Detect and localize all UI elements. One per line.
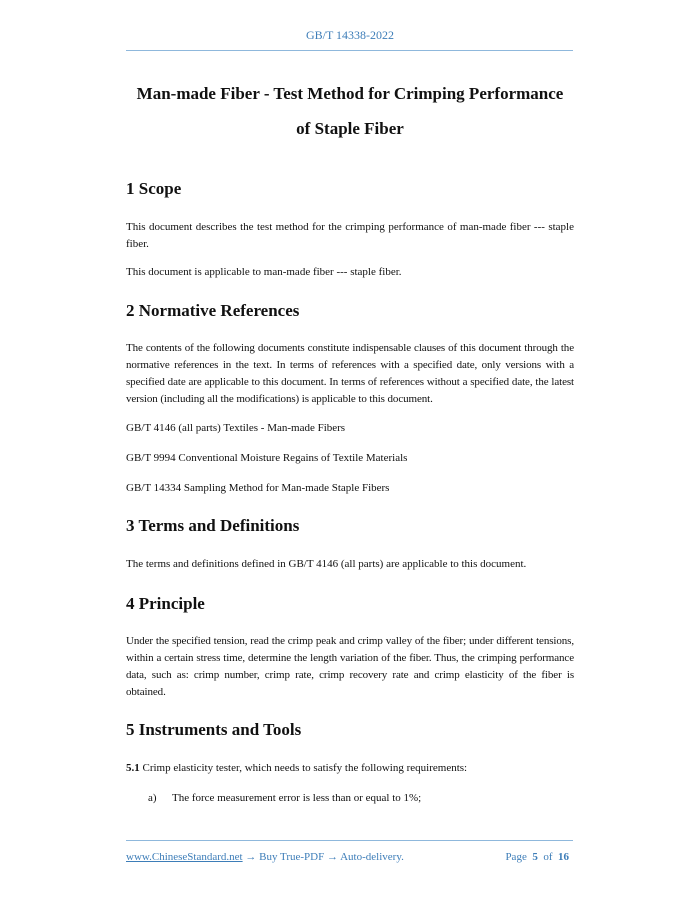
list-item-text: The force measurement error is less than or equal to 1%; [172, 792, 422, 804]
terms-paragraph: The terms and definitions defined in GB/T 4146 (all parts) are applicable to this document. [126, 558, 527, 570]
footer-promo-text: → Buy True-PDF → Auto-delivery. [242, 851, 404, 863]
total-page-count: 16 [558, 851, 569, 863]
requirement-list-item [148, 790, 574, 807]
normative-paragraph: The contents of the following documents constitute indispensable clauses of this document through the normative references in the text. In terms of references with a specified date, only versions with a specified date are applicable to this document. In terms of references without a specified date, the latest version (including all the modifications) is applicable to this document. [126, 342, 574, 405]
document-title-line2: of Staple Fiber [296, 119, 404, 138]
section-heading-principle: 4 Principle [126, 594, 205, 613]
page-label: Page [505, 851, 527, 863]
clause-5-1 [126, 760, 574, 777]
section-heading-normative-references: 2 Normative References [126, 301, 300, 320]
page-indicator [505, 849, 569, 865]
header-standard-code: GB/T 14338-2022 [305, 28, 395, 42]
list-marker: a) [148, 792, 157, 804]
footer-website-link[interactable]: www.ChineseStandard.net [126, 851, 243, 863]
header-divider [126, 50, 573, 51]
section-heading-terms-definitions: 3 Terms and Definitions [126, 516, 300, 535]
page-footer [126, 849, 573, 865]
clause-number: 5.1 [126, 762, 140, 774]
section-heading-instruments-tools: 5 Instruments and Tools [126, 720, 302, 739]
reference-item-gbt-4146: GB/T 4146 (all parts) Textiles - Man-made Fibers [126, 422, 346, 434]
scope-paragraph-2: This document is applicable to man-made fiber --- staple fiber. [126, 266, 402, 278]
scope-paragraph-1: This document describes the test method for the crimping performance of man-made fiber --- staple fiber. [126, 221, 574, 250]
current-page-number: 5 [532, 851, 538, 863]
page-of-label: of [543, 851, 553, 863]
document-title [110, 76, 590, 146]
section-heading-scope: 1 Scope [126, 179, 182, 198]
clause-text: Crimp elasticity tester, which needs to satisfy the following requirements: [139, 762, 468, 774]
reference-item-gbt-14334: GB/T 14334 Sampling Method for Man-made Staple Fibers [126, 482, 390, 494]
reference-item-gbt-9994: GB/T 9994 Conventional Moisture Regains of Textile Materials [126, 452, 408, 464]
document-title-line1: Man-made Fiber - Test Method for Crimping Performance [136, 84, 564, 103]
principle-paragraph: Under the specified tension, read the crimp peak and crimp valley of the fiber; under different tensions, within a certain stress time, determine the length variation of the fiber. Thus, the crimping performance data, such as: crimp number, crimp rate, crimp recovery rate and crimp elasticity of the fiber is obtained. [126, 635, 574, 698]
footer-divider [126, 840, 573, 841]
